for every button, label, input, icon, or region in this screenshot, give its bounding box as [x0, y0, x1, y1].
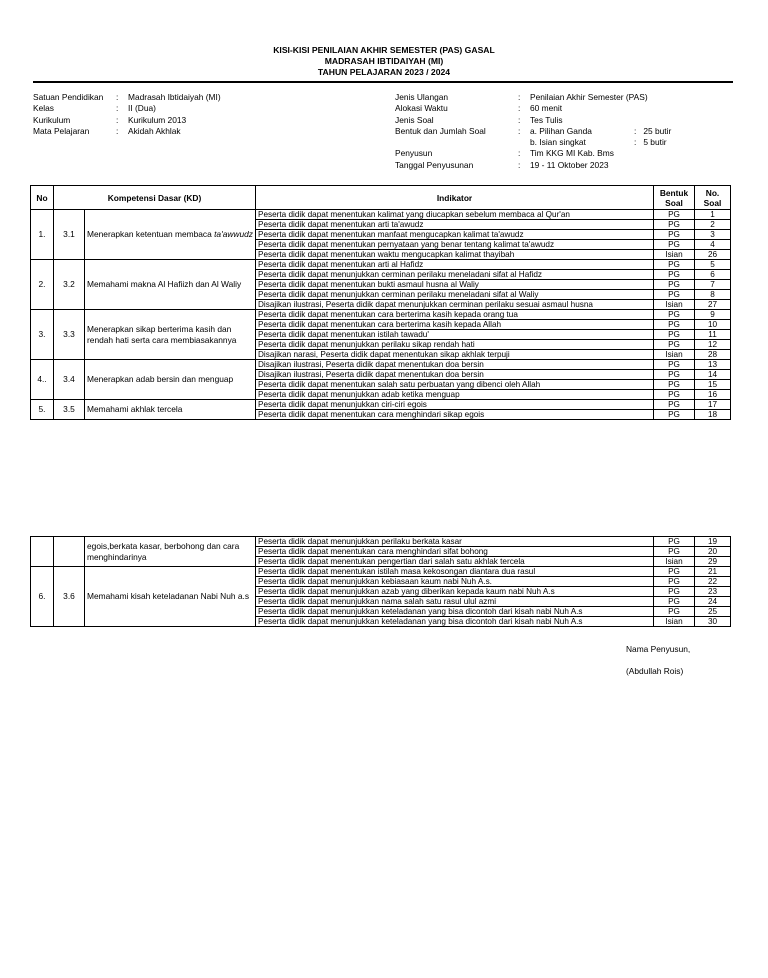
header-kd: Kompetensi Dasar (KD): [54, 186, 256, 210]
row-number: 5.: [31, 400, 54, 420]
no-soal-cell: 29: [695, 557, 731, 567]
kd-text-italic: ta'awwudz: [214, 229, 253, 239]
info-sep: :: [116, 103, 119, 114]
bentuk-soal-cell: PG: [654, 370, 695, 380]
no-soal-cell: 20: [695, 547, 731, 557]
info-left-seps: [116, 92, 118, 137]
info-right-seps: [518, 92, 520, 171]
info-value: Penilaian Akhir Semester (PAS): [530, 92, 648, 102]
info-left-labels: [33, 92, 103, 137]
no-soal-cell: 25: [695, 607, 731, 617]
info-label: Alokasi Waktu: [395, 103, 448, 114]
kd-text: Menerapkan adab bersin dan menguap: [87, 374, 234, 384]
header-no-soal: No. Soal: [695, 186, 731, 210]
row-number: 3.: [31, 310, 54, 360]
info-label: Mata Pelajaran: [33, 125, 90, 136]
header-bentuk-soal: Bentuk Soal: [654, 186, 695, 210]
info-count: 25 butir: [643, 126, 672, 136]
indikator-cell: Peserta didik dapat menunjukkan perilaku sikap rendah hati: [256, 340, 654, 350]
info-value: II (Dua): [128, 103, 156, 114]
no-soal-cell: 30: [695, 617, 731, 627]
header-no: No: [31, 186, 54, 210]
bentuk-soal-cell: PG: [654, 587, 695, 597]
no-soal-cell: 5: [695, 260, 731, 270]
bentuk-soal-cell: PG: [654, 360, 695, 370]
doc-title-line3: TAHUN PELAJARAN 2023 / 2024: [317, 67, 451, 77]
info-sep: :: [634, 137, 637, 148]
bentuk-soal-cell: PG: [654, 537, 695, 547]
bentuk-soal-cell: Isian: [654, 617, 695, 627]
header-indikator: Indikator: [256, 186, 654, 210]
indikator-cell: Peserta didik dapat menentukan arti ta'awudz: [256, 220, 654, 230]
indikator-cell: Peserta didik dapat menunjukkan keteladanan yang bisa dicontoh dari kisah nabi Nuh A.s: [256, 617, 654, 627]
bentuk-soal-cell: Isian: [654, 557, 695, 567]
bentuk-soal-cell: PG: [654, 290, 695, 300]
bentuk-soal-cell: PG: [654, 607, 695, 617]
kd-number: [54, 537, 85, 567]
kisi-kisi-table-page1: [30, 185, 731, 420]
row-number: [31, 537, 54, 567]
no-soal-cell: 15: [695, 380, 731, 390]
info-value: Kurikulum 2013: [128, 114, 187, 125]
no-soal-cell: 7: [695, 280, 731, 290]
row-number: 2.: [31, 260, 54, 310]
info-count: 5 butir: [643, 137, 667, 148]
table-row: [31, 360, 731, 370]
kd-text: egois,berkata kasar, berbohong dan cara menghindarinya: [87, 540, 240, 562]
indikator-cell: Peserta didik dapat menentukan bukti asmaul husna al Waliy: [256, 280, 654, 290]
info-value: a. Pilihan Ganda: [530, 125, 592, 136]
kd-description: [85, 360, 256, 400]
info-value: Tes Tulis: [530, 114, 563, 125]
doc-title-line2: MADRASAH IBTIDAIYAH (MI): [324, 56, 444, 66]
indikator-cell: Peserta didik dapat menentukan manfaat mengucapkan kalimat ta'awudz: [256, 230, 654, 240]
indikator-cell: Peserta didik dapat menunjukkan keteladanan yang bisa dicontoh dari kisah nabi Nuh A.s: [256, 607, 654, 617]
bentuk-soal-cell: PG: [654, 577, 695, 587]
no-soal-cell: 23: [695, 587, 731, 597]
no-soal-cell: 11: [695, 330, 731, 340]
indikator-cell: Peserta didik dapat menentukan istilah tawadu': [256, 330, 654, 340]
bentuk-soal-cell: PG: [654, 567, 695, 577]
bentuk-soal-cell: PG: [654, 410, 695, 420]
info-right-values: [530, 92, 648, 171]
row-number: 6.: [31, 567, 54, 627]
info-sep: :: [518, 148, 521, 159]
info-label: Kelas: [33, 103, 54, 114]
no-soal-cell: 18: [695, 410, 731, 420]
info-value: Madrasah Ibtidaiyah (MI): [128, 92, 221, 102]
indikator-cell: Peserta didik dapat menentukan salah satu perbuatan yang dibenci oleh Allah: [256, 380, 654, 390]
info-right-labels: [395, 92, 486, 171]
bentuk-soal-cell: PG: [654, 330, 695, 340]
header-divider: [33, 81, 733, 83]
table-row: [31, 537, 731, 547]
bentuk-soal-cell: PG: [654, 270, 695, 280]
info-sep: :: [518, 103, 521, 114]
bentuk-soal-cell: PG: [654, 260, 695, 270]
info-value: b. Isian singkat: [530, 137, 586, 148]
indikator-cell: Disajikan ilustrasi, Peserta didik dapat menentukan doa bersin: [256, 360, 654, 370]
kd-text: Menerapkan ketentuan membaca: [87, 229, 212, 239]
indikator-cell: Disajikan ilustrasi, Peserta didik dapat menentukan doa bersin: [256, 370, 654, 380]
indikator-cell: Peserta didik dapat menentukan cara menghindari sikap egois: [256, 410, 654, 420]
bentuk-soal-cell: Isian: [654, 250, 695, 260]
bentuk-soal-cell: PG: [654, 280, 695, 290]
indikator-cell: Peserta didik dapat menentukan cara berterima kasih kepada orang tua: [256, 310, 654, 320]
info-sep: :: [116, 92, 119, 102]
info-label: Satuan Pendidikan: [33, 92, 104, 102]
info-label: Jenis Soal: [395, 114, 434, 125]
kd-description: [85, 210, 256, 260]
info-left-values: [128, 92, 221, 137]
bentuk-soal-cell: PG: [654, 210, 695, 220]
bentuk-soal-cell: PG: [654, 230, 695, 240]
bentuk-soal-cell: Isian: [654, 300, 695, 310]
indikator-cell: Peserta didik dapat menunjukkan kebiasaan kaum nabi Nuh A.s.: [256, 577, 654, 587]
row-number: 4..: [31, 360, 54, 400]
indikator-cell: Peserta didik dapat menentukan pengertian dari salah satu akhlak tercela: [256, 557, 654, 567]
info-sep: :: [518, 159, 521, 170]
table-row: [31, 260, 731, 270]
info-label: Tanggal Penyusunan: [395, 159, 474, 170]
bentuk-soal-cell: PG: [654, 547, 695, 557]
indikator-cell: Peserta didik dapat menunjukkan cerminan perilaku meneladani sifat al Waliy: [256, 290, 654, 300]
bentuk-soal-cell: PG: [654, 400, 695, 410]
indikator-cell: Peserta didik dapat menentukan cara menghindari sifat bohong: [256, 547, 654, 557]
kd-description: [85, 260, 256, 310]
no-soal-cell: 27: [695, 300, 731, 310]
indikator-cell: Peserta didik dapat menunjukkan azab yang diberikan kepada kaum nabi Nuh A.s: [256, 587, 654, 597]
no-soal-cell: 16: [695, 390, 731, 400]
indikator-cell: Disajikan narasi, Peserta didik dapat menentukan sikap akhlak terpuji: [256, 350, 654, 360]
kd-number: 3.4: [54, 360, 85, 400]
indikator-cell: Peserta didik dapat menunjukkan ciri-ciri egois: [256, 400, 654, 410]
no-soal-cell: 12: [695, 340, 731, 350]
indikator-cell: Peserta didik dapat menunjukkan cerminan perilaku meneladani sifat al Hafidz: [256, 270, 654, 280]
indikator-cell: Peserta didik dapat menentukan istilah masa kekosongan diantara dua rasul: [256, 567, 654, 577]
no-soal-cell: 3: [695, 230, 731, 240]
info-label: Kurikulum: [33, 114, 71, 125]
table-row: [31, 310, 731, 320]
no-soal-cell: 17: [695, 400, 731, 410]
kd-number: 3.3: [54, 310, 85, 360]
info-label: Bentuk dan Jumlah Soal: [395, 125, 486, 136]
indikator-cell: Disajikan ilustrasi, Peserta didik dapat menunjukkan cerminan perilaku sesuai asmaul husna: [256, 300, 654, 310]
info-value: Akidah Akhlak: [128, 125, 181, 136]
table-row: [31, 400, 731, 410]
kd-text: Memahami akhlak tercela: [87, 404, 183, 414]
kd-description: [85, 537, 256, 567]
no-soal-cell: 1: [695, 210, 731, 220]
kd-text: Menerapkan sikap berterima kasih dan rendah hati serta cara membiasakannya: [87, 323, 237, 345]
indikator-cell: Peserta didik dapat menentukan waktu mengucapkan kalimat thayibah: [256, 250, 654, 260]
info-sep: :: [116, 114, 119, 125]
signature-name: (Abdullah Rois): [626, 666, 684, 676]
indikator-cell: Peserta didik dapat menentukan kalimat yang diucapkan sebelum membaca al Qur'an: [256, 210, 654, 220]
info-sep: :: [518, 92, 521, 102]
kd-text: Memahami makna Al Hafiizh dan Al Waliy: [87, 279, 242, 289]
no-soal-cell: 24: [695, 597, 731, 607]
no-soal-cell: 19: [695, 537, 731, 547]
kd-description: [85, 567, 256, 627]
indikator-cell: Peserta didik dapat menunjukkan nama salah satu rasul ulul azmi: [256, 597, 654, 607]
kisi-kisi-table-page2: [30, 536, 731, 627]
no-soal-cell: 6: [695, 270, 731, 280]
table-row: [31, 210, 731, 220]
bentuk-soal-cell: PG: [654, 320, 695, 330]
indikator-cell: Peserta didik dapat menentukan cara berterima kasih kepada Allah: [256, 320, 654, 330]
info-sep: :: [634, 126, 637, 136]
bentuk-soal-cell: PG: [654, 380, 695, 390]
info-sep: :: [116, 125, 119, 136]
bentuk-soal-cell: Isian: [654, 350, 695, 360]
info-value: 19 - 11 Oktober 2023: [530, 159, 609, 170]
no-soal-cell: 13: [695, 360, 731, 370]
kd-number: 3.6: [54, 567, 85, 627]
indikator-cell: Peserta didik dapat menentukan arti al Hafidz: [256, 260, 654, 270]
kd-number: 3.1: [54, 210, 85, 260]
bentuk-soal-cell: PG: [654, 390, 695, 400]
no-soal-cell: 26: [695, 250, 731, 260]
signature-label: Nama Penyusun,: [626, 644, 691, 654]
kd-description: [85, 400, 256, 420]
row-number: 1.: [31, 210, 54, 260]
bentuk-soal-cell: PG: [654, 340, 695, 350]
no-soal-cell: 21: [695, 567, 731, 577]
indikator-cell: Peserta didik dapat menunjukkan perilaku berkata kasar: [256, 537, 654, 547]
kd-number: 3.5: [54, 400, 85, 420]
no-soal-cell: 22: [695, 577, 731, 587]
bentuk-soal-cell: PG: [654, 220, 695, 230]
info-value: 60 menit: [530, 103, 563, 114]
kd-number: 3.2: [54, 260, 85, 310]
no-soal-cell: 9: [695, 310, 731, 320]
indikator-cell: Peserta didik dapat menentukan pernyataan yang benar tentang kalimat ta'awudz: [256, 240, 654, 250]
no-soal-cell: 10: [695, 320, 731, 330]
info-sep: :: [518, 125, 521, 136]
info-right-counts: [634, 126, 671, 149]
info-label: Jenis Ulangan: [395, 92, 449, 102]
info-value: Tim KKG MI Kab. Bms: [530, 148, 614, 159]
no-soal-cell: 14: [695, 370, 731, 380]
kd-text: Memahami kisah keteladanan Nabi Nuh a.s: [87, 591, 250, 601]
indikator-cell: Peserta didik dapat menunjukkan adab ketika menguap: [256, 390, 654, 400]
no-soal-cell: 8: [695, 290, 731, 300]
no-soal-cell: 28: [695, 350, 731, 360]
bentuk-soal-cell: PG: [654, 597, 695, 607]
info-label: Penyusun: [395, 148, 433, 159]
doc-title-line1: KISI-KISI PENILAIAN AKHIR SEMESTER (PAS) GASAL: [273, 45, 495, 55]
bentuk-soal-cell: PG: [654, 240, 695, 250]
info-sep: :: [518, 114, 521, 125]
table-header-row: [31, 186, 731, 210]
bentuk-soal-cell: PG: [654, 310, 695, 320]
no-soal-cell: 4: [695, 240, 731, 250]
kd-description: [85, 310, 256, 360]
table-row: [31, 567, 731, 577]
no-soal-cell: 2: [695, 220, 731, 230]
